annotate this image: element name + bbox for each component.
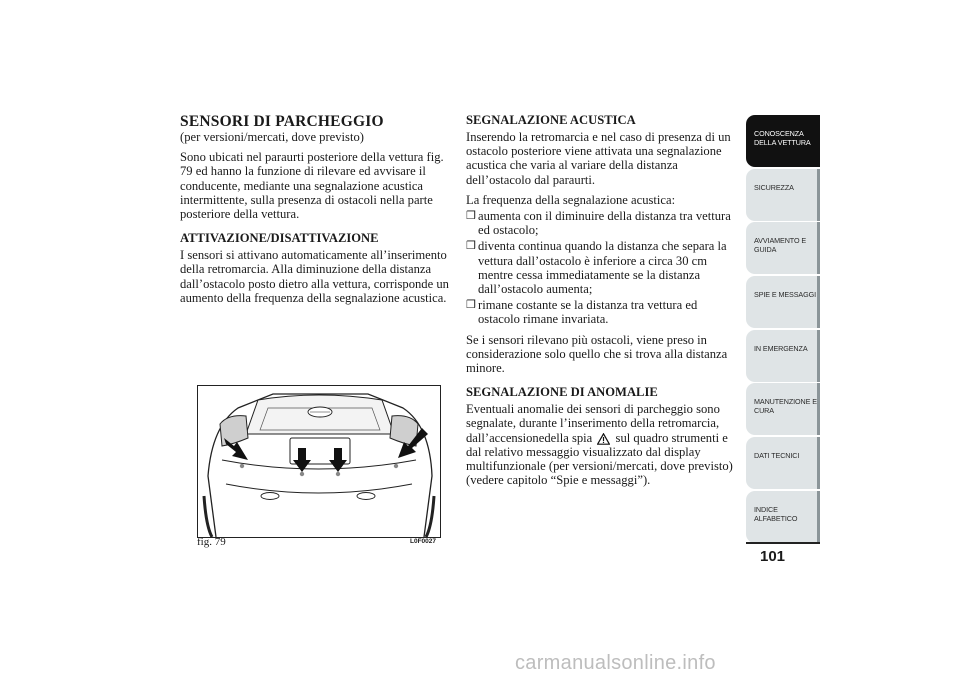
list-item: ❒ aumenta con il diminuire della distanza tra vettura ed ostacolo; — [466, 209, 731, 238]
list-item: ❒ diventa continua quando la distanza che separa la vettura dall’ostacolo è inferiore a circa 30 cm mentre cessa immediatamente se la distanza dall’ostacolo aumenta; — [466, 239, 727, 297]
checkbox-bullet-icon: ❒ — [466, 210, 476, 223]
figure-rear-bumper — [197, 385, 441, 538]
tab-sicurezza[interactable]: SICUREZZA — [746, 169, 820, 221]
tab-conoscenza-della-vettura[interactable]: CONOSCENZA DELLA VETTURA — [746, 115, 820, 167]
tab-manutenzione-e-cura[interactable]: MANUTENZIONE E CURA — [746, 383, 820, 435]
tab-avviamento-e-guida[interactable]: AVVIAMENTO E GUIDA — [746, 222, 820, 274]
acoustic-heading: SEGNALAZIONE ACUSTICA — [466, 113, 636, 127]
anomalies-heading: SEGNALAZIONE DI ANOMALIE — [466, 385, 658, 400]
figure-code: L0F0027 — [410, 538, 437, 545]
multiple-obstacles-paragraph: Se i sensori rilevano più ostacoli, viene preso in considerazione solo quello che si trova alla distanza minore. — [466, 332, 728, 376]
checkbox-bullet-icon: ❒ — [466, 240, 476, 253]
tab-in-emergenza[interactable]: IN EMERGENZA — [746, 330, 820, 382]
right-column — [466, 113, 738, 493]
anomalies-paragraph: Eventuali anomalie dei sensori di parcheggio sono segnalate, durante l’inserimento della retromarcia, dall’accensionedella spia sul quadro strumenti e dal relativo messaggio visualizzato dal display multifunzionale (per versioni/mercati, dove previsto) (vedere capitolo “Spie e messaggi”). — [466, 402, 733, 488]
chapter-sidebar — [746, 115, 820, 545]
frequency-paragraph: La frequenza della segnalazione acustica: — [466, 192, 676, 207]
acoustic-paragraph: Inserendo la retromarcia e nel caso di presenza di un ostacolo posteriore viene attivata una segnalazione acustica che varia al variare della distanza dell’ostacolo dal paraurti. — [466, 130, 731, 187]
tab-indice-alfabetico[interactable]: INDICE ALFABETICO — [746, 491, 820, 543]
page-number: 101 — [760, 548, 786, 565]
tab-dati-tecnici[interactable]: DATI TECNICI — [746, 437, 820, 489]
left-column — [180, 113, 452, 311]
figure-caption: fig. 79 — [197, 536, 226, 548]
sidebar-divider — [746, 542, 820, 544]
activation-heading: ATTIVAZIONE/DISATTIVAZIONE — [180, 231, 379, 246]
intro-paragraph: Sono ubicati nel paraurti posteriore della vettura fig. 79 ed hanno la funzione di rilevare ed avvisare il conducente, mediante una segnalazione acustica intermittente, sulla presenza di ostacoli nella parte posteriore della vettura. — [180, 150, 444, 222]
tab-spie-e-messaggi[interactable]: SPIE E MESSAGGI — [746, 276, 820, 328]
section-title: SENSORI DI PARCHEGGIO — [180, 113, 384, 130]
watermark: carmanualsonline.info — [515, 652, 716, 674]
section-subtitle: (per versioni/mercati, dove previsto) — [180, 130, 364, 144]
car-rear-illustration — [198, 386, 440, 537]
activation-paragraph: I sensori si attivano automaticamente all’inserimento della retromarcia. Alla diminuzione della distanza dall’ostacolo posto dietro alla vettura, corrisponde un aumento della frequenza della segnalazione acustica. — [180, 248, 449, 305]
list-item: ❒ rimane costante se la distanza tra vettura ed ostacolo rimane invariata. — [466, 298, 698, 327]
warning-triangle-icon — [597, 433, 610, 445]
frequency-list — [466, 209, 738, 327]
checkbox-bullet-icon: ❒ — [466, 299, 476, 312]
